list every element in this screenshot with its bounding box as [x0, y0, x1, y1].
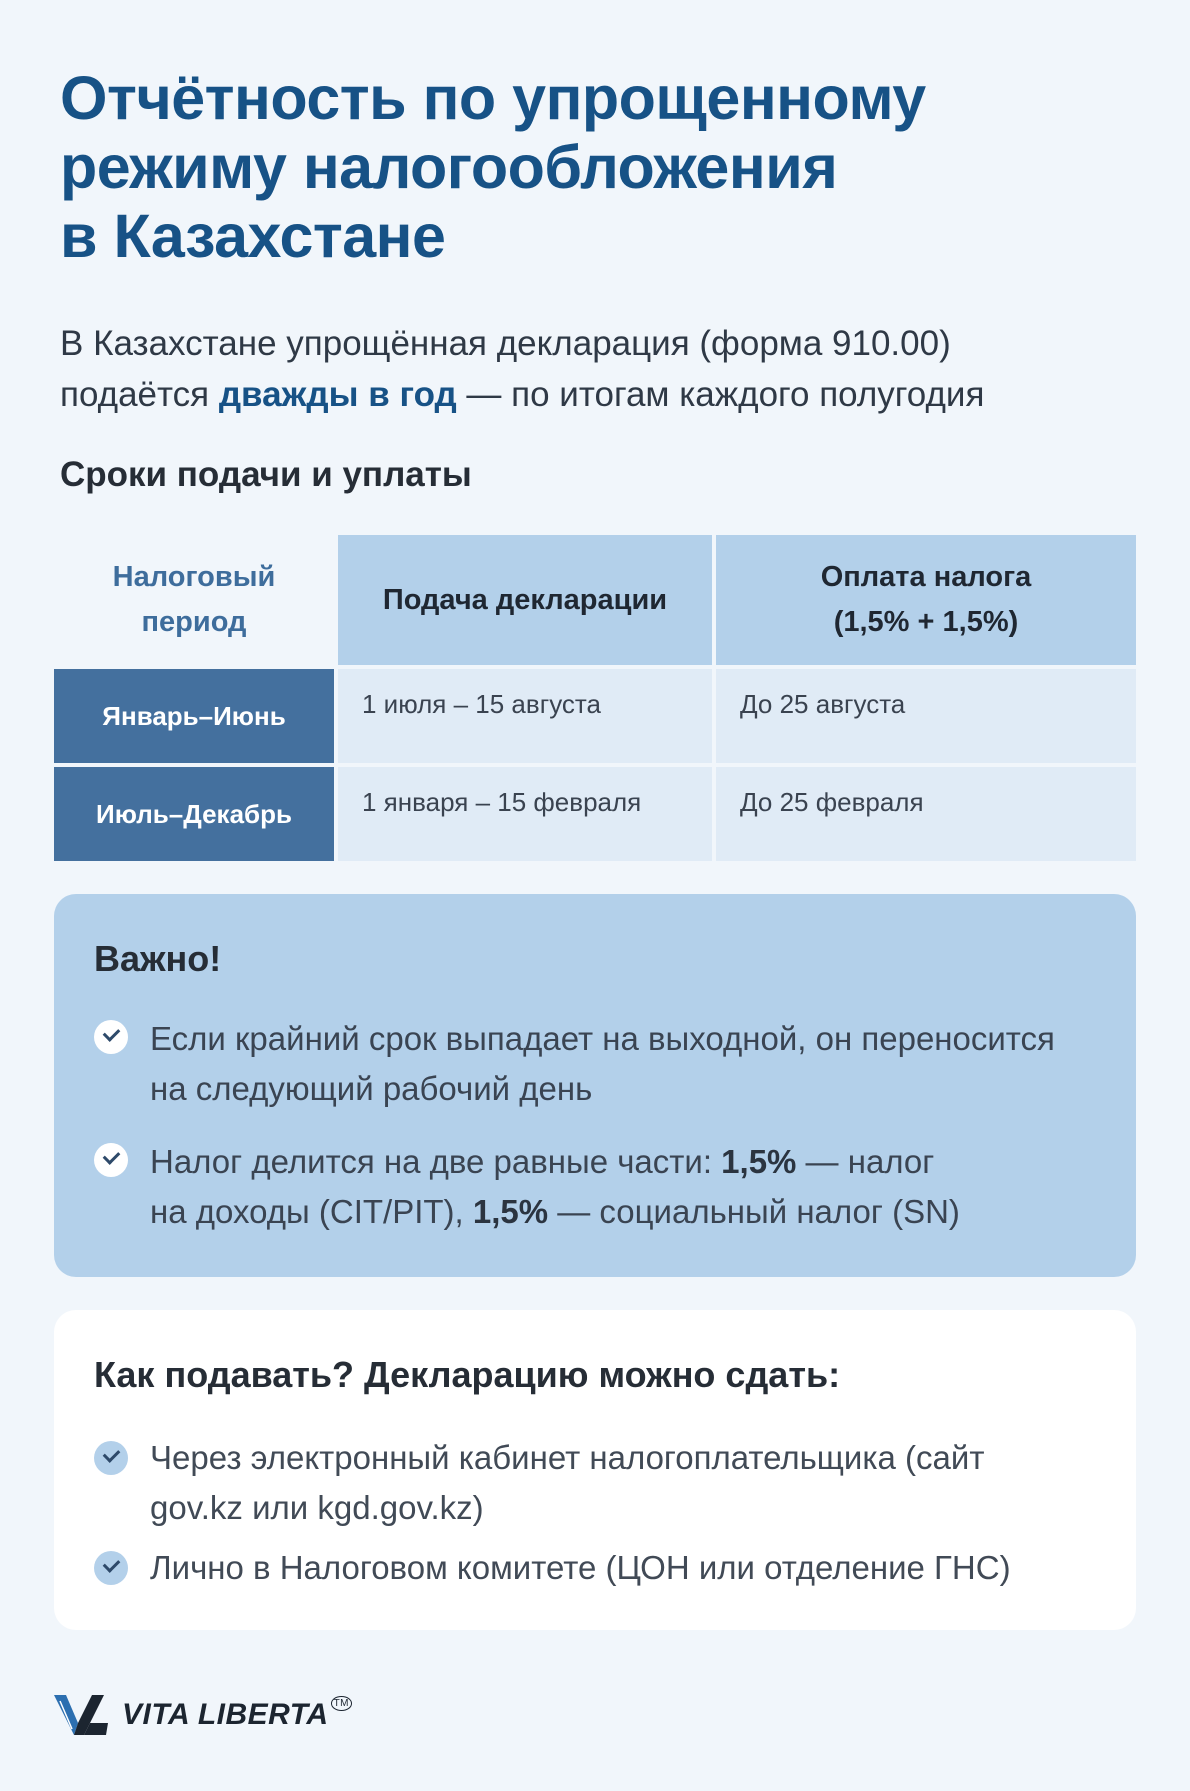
how-item-1	[94, 1433, 1104, 1533]
important-item-2-line-2-c: — социальный налог (SN)	[548, 1193, 960, 1230]
intro-line-2	[60, 369, 1140, 420]
intro-highlight: дважды в год	[218, 375, 457, 414]
table-header-filing	[338, 535, 712, 665]
important-item-2-text	[150, 1137, 1104, 1237]
trademark-mark: TM	[331, 1696, 352, 1711]
important-title: Важно!	[94, 938, 222, 979]
header-period-line-2: период	[141, 606, 247, 638]
page-title	[60, 64, 1120, 271]
important-item-1-line-2: на следующий рабочий день	[150, 1070, 593, 1107]
check-icon	[94, 1143, 128, 1177]
intro-line-2-after: — по итогам каждого полугодия	[456, 375, 985, 414]
header-payment-line-2: (1,5% + 1,5%)	[833, 606, 1019, 638]
page-title-line-1: Отчётность по упрощенному	[60, 64, 926, 132]
deadlines-section-title: Сроки подачи и уплаты	[60, 455, 472, 494]
important-item-2-line-1-c: — налог	[796, 1143, 935, 1180]
vl-logo-icon	[54, 1693, 110, 1737]
important-item-2-line-1	[150, 1137, 1104, 1187]
important-item-1-text	[150, 1014, 1104, 1114]
how-item-2	[94, 1543, 1104, 1593]
how-title: Как подавать? Декларацию можно сдать:	[94, 1354, 841, 1395]
check-icon	[94, 1551, 128, 1585]
vita-liberta-logo	[54, 1692, 352, 1738]
how-to-file-box	[54, 1310, 1136, 1630]
intro-line-1: В Казахстане упрощённая декларация (форма 910.00)	[60, 324, 951, 363]
how-item-2-text: Лично в Налоговом комитете (ЦОН или отделение ГНС)	[150, 1549, 1011, 1586]
how-item-1-line-1: Через электронный кабинет налогоплательщика (сайт	[150, 1439, 985, 1476]
important-item-2	[94, 1137, 1104, 1237]
table-row-1-payment: До 25 августа	[716, 669, 1136, 763]
important-item-2-line-1-a: Налог делится на две равные части:	[150, 1143, 722, 1180]
table-row-1-period: Январь–Июнь	[54, 669, 334, 763]
important-box	[54, 894, 1136, 1277]
page-title-line-2: режиму налогообложения	[60, 133, 838, 201]
logo-text	[122, 1698, 352, 1732]
important-item-2-line-2	[150, 1187, 1104, 1237]
table-row-2-payment: До 25 февраля	[716, 767, 1136, 861]
intro-text	[60, 318, 1140, 420]
check-icon	[94, 1441, 128, 1475]
important-item-2-line-1-b: 1,5%	[721, 1143, 797, 1180]
important-item-1	[94, 1014, 1104, 1114]
table-header-period	[54, 535, 334, 665]
how-item-1-line-2: gov.kz или kgd.gov.kz)	[150, 1489, 484, 1526]
header-period-line-1: Налоговый	[112, 561, 276, 593]
important-item-2-line-2-a: на доходы (CIT/PIT),	[150, 1193, 473, 1230]
how-item-1-text	[150, 1433, 1104, 1533]
check-icon	[94, 1020, 128, 1054]
header-payment-line-1: Оплата налога	[820, 561, 1032, 593]
logo-name: VITA LIBERTA	[122, 1698, 329, 1731]
important-item-2-line-2-b: 1,5%	[472, 1193, 549, 1230]
intro-line-2-before: подаётся	[60, 375, 219, 414]
header-filing-label: Подача декларации	[382, 583, 668, 616]
table-header-payment	[716, 535, 1136, 665]
table-row-2-period: Июль–Декабрь	[54, 767, 334, 861]
table-row-1-filing: 1 июля – 15 августа	[338, 669, 712, 763]
table-row-2-filing: 1 января – 15 февраля	[338, 767, 712, 861]
important-item-1-line-1: Если крайний срок выпадает на выходной, он переносится	[150, 1020, 1055, 1057]
page-title-line-3: в Казахстане	[60, 202, 446, 270]
